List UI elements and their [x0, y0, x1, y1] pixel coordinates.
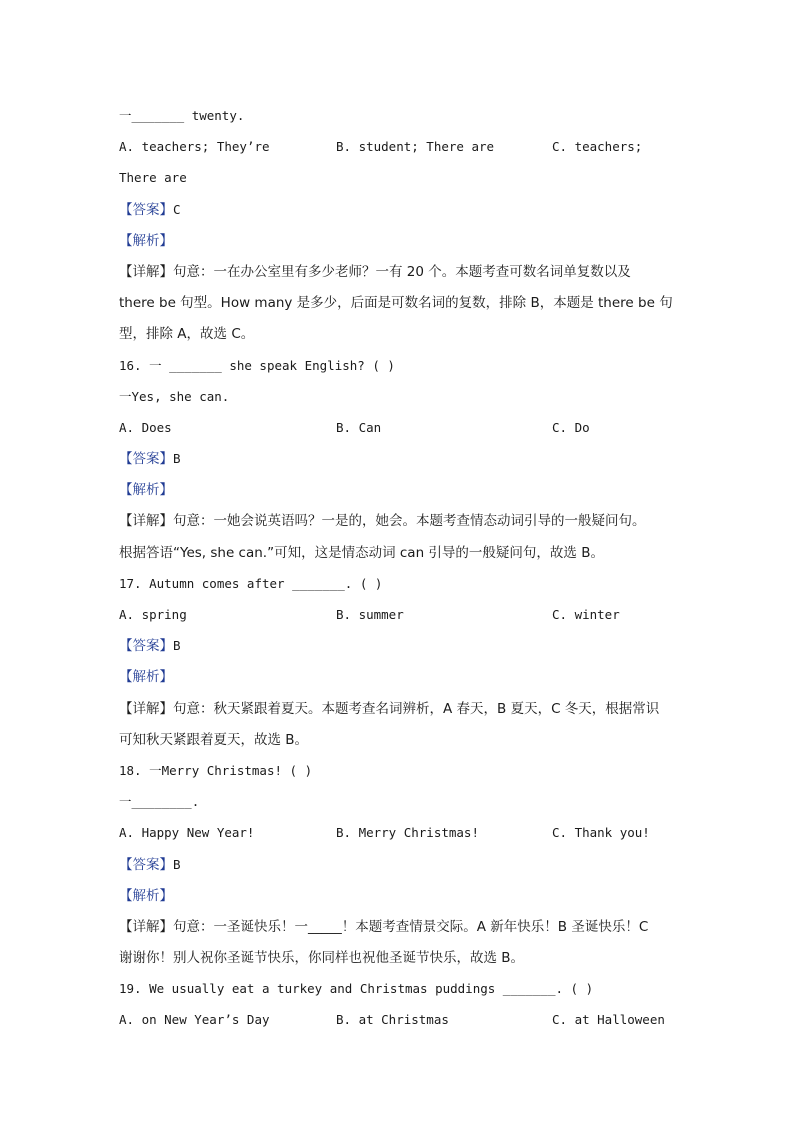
q15-detail-line-2: there be 句型。How many 是多少，后面是可数名词的复数，排除 B，本题是 there be 句: [119, 295, 673, 312]
q17-detail-line-2: 可知秋天紧跟着夏天，故选 B。: [119, 731, 309, 748]
q15-detail-line-1: [119, 260, 679, 291]
q17-detail-tag: 【详解】: [119, 700, 173, 717]
q16-analysis: [119, 478, 679, 509]
q18-reply: 一________.: [119, 794, 200, 810]
q17-answer-value: B: [173, 638, 181, 654]
q19-question: 19. We usually eat a turkey and Christmas puddings _______. ( ): [119, 981, 594, 997]
q18-detail-text-1: 句意：一圣诞快乐！一_____！本题考查情景交际。A 新年快乐！B 圣诞快乐！C: [173, 918, 649, 935]
q15-options: [119, 135, 679, 166]
q15-option-b: B. student; There are: [336, 139, 495, 155]
q15-detail-text-1: 句意：一在办公室里有多少老师？一有 20 个。本题考查可数名词单复数以及: [173, 263, 631, 280]
q18-answer: [119, 853, 679, 884]
q17-option-a: A. spring: [119, 607, 187, 622]
q16-answer-value: B: [173, 451, 181, 467]
q18-detail-line-1: [119, 915, 679, 946]
q16-detail-line-2: 根据答语“Yes, she can.”可知，这是情态动词 can 引导的一般疑问句，故选 B。: [119, 544, 604, 561]
q18-analysis-tag: 【解析】: [119, 887, 173, 904]
q15-analysis-tag: 【解析】: [119, 232, 173, 249]
q18-option-c: C. Thank you!: [552, 825, 650, 841]
q15-option-a: A. teachers; They’re: [119, 139, 270, 155]
q17-answer: [119, 634, 679, 665]
q17-answer-tag: 【答案】: [119, 638, 173, 655]
q18-detail-line-2: 谢谢你！别人祝你圣诞节快乐，你同样也祝他圣诞节快乐，故选 B。: [119, 950, 525, 967]
q17-options: [119, 603, 679, 634]
q15-answer: [119, 198, 679, 229]
q15-answer-line: 一_______ twenty.: [119, 108, 245, 123]
q19-options: [119, 1008, 679, 1039]
q15-detail-tag: 【详解】: [119, 263, 173, 280]
q16-detail-text-1: 句意：一她会说英语吗？一是的，她会。本题考查情态动词引导的一般疑问句。: [173, 513, 646, 530]
q15-detail-line-3: 型，排除 A，故选 C。: [119, 326, 255, 343]
q18-analysis: [119, 884, 679, 915]
q16-analysis-tag: 【解析】: [119, 482, 173, 499]
q16-detail-line-1: [119, 509, 679, 540]
q18-question: 18. 一Merry Christmas! ( ): [119, 762, 313, 778]
q15-option-c: C. teachers;: [552, 139, 643, 155]
q18-options: [119, 821, 679, 852]
q17-question: 17. Autumn comes after _______. ( ): [119, 575, 383, 591]
q17-detail-text-1: 句意：秋天紧跟着夏天。本题考查名词辨析，A 春天，B 夏天，C 冬天，根据常识: [173, 700, 660, 717]
q18-option-a: A. Happy New Year!: [119, 825, 255, 841]
q16-option-b: B. Can: [336, 419, 382, 435]
q18-detail-tag: 【详解】: [119, 918, 173, 935]
document-page: [119, 104, 679, 1040]
q19-option-c: C. at Halloween: [552, 1012, 665, 1028]
q17-analysis: [119, 665, 679, 696]
q17-analysis-tag: 【解析】: [119, 669, 173, 686]
q16-answer: [119, 447, 679, 478]
q16-option-a: A. Does: [119, 419, 172, 435]
q16-option-c: C. Do: [552, 419, 590, 435]
q17-option-b: B. summer: [336, 607, 404, 622]
q16-reply: 一Yes, she can.: [119, 388, 230, 404]
q19-option-a: A. on New Year’s Day: [119, 1012, 270, 1028]
q18-option-b: B. Merry Christmas!: [336, 825, 479, 841]
q15-answer-value: C: [173, 201, 181, 217]
q15-analysis: [119, 229, 679, 260]
q18-answer-value: B: [173, 856, 181, 872]
q17-detail-line-1: [119, 697, 679, 728]
q15-answer-tag: 【答案】: [119, 201, 173, 218]
q16-answer-tag: 【答案】: [119, 451, 173, 468]
q16-options: [119, 416, 679, 447]
q16-question: 16. 一 _______ she speak English? ( ): [119, 357, 395, 373]
q16-detail-tag: 【详解】: [119, 513, 173, 530]
q19-option-b: B. at Christmas: [336, 1012, 449, 1028]
q17-option-c: C. winter: [552, 607, 620, 622]
q15-option-c-wrap: There are: [119, 170, 187, 186]
q18-answer-tag: 【答案】: [119, 856, 173, 873]
